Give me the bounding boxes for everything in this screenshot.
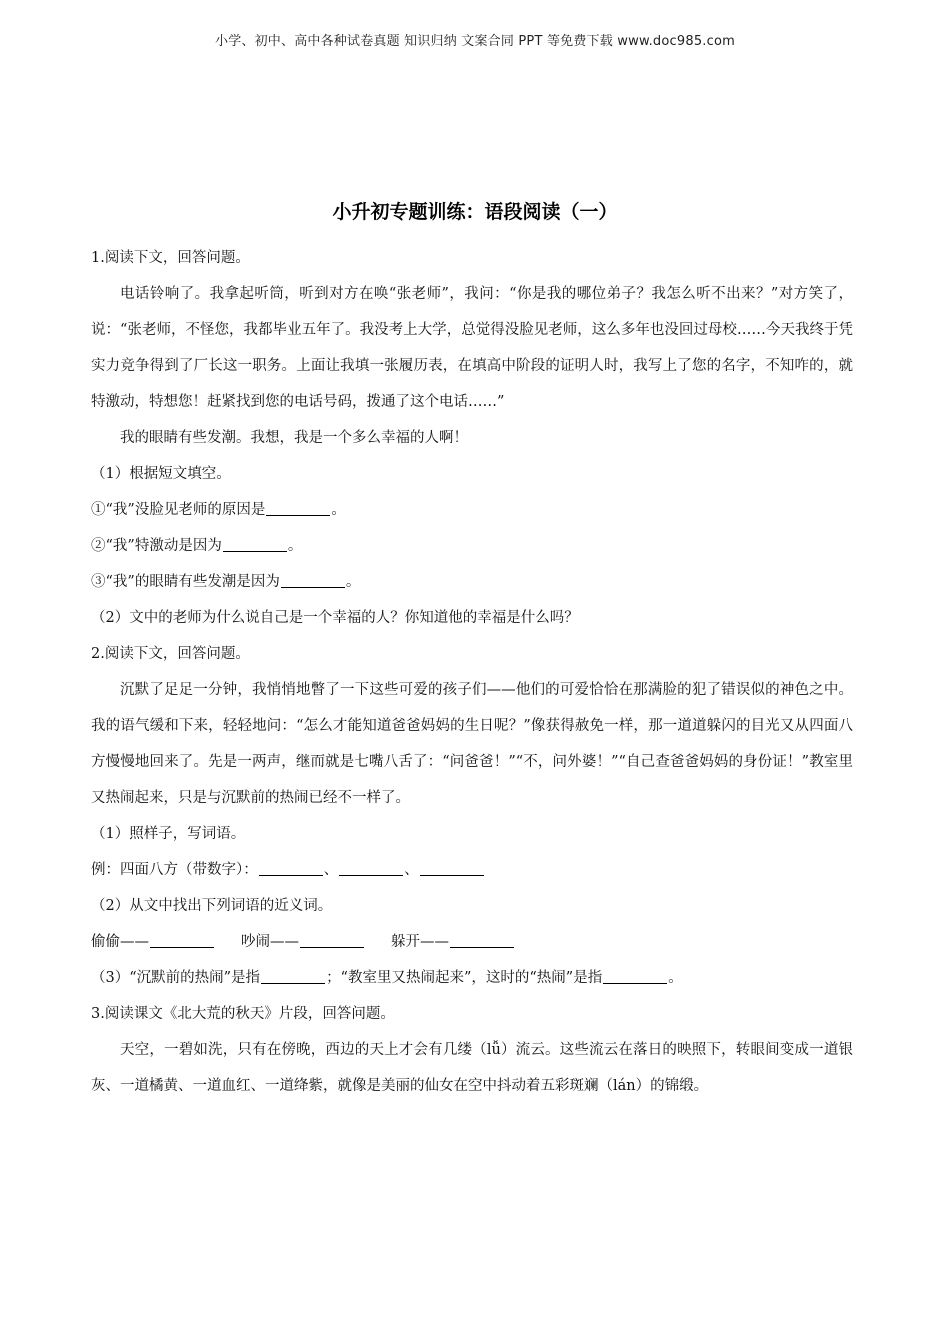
- q1-passage-2: 我的眼睛有些发潮。我想，我是一个多么幸福的人啊！: [120, 430, 468, 446]
- q2-passage: 沉默了足足一分钟，我悄悄地瞥了一下这些可爱的孩子们——他们的可爱恰恰在那满脸的犯了错误似的神色之中。我的语气缓和下来，轻轻地问：“怎么才能知道爸爸妈妈的生日呢？”像获得赦免一样，那一道道躲闪的目光又从四面八方慢慢地回来了。先是一两声，继而就是七嘴八舌了：“问爸爸！”“不，问外婆！”“自己查爸爸妈妈的身份证！”教室里又热闹起来，只是与沉默前的热闹已经不一样了。: [91, 682, 853, 806]
- q1-passage-1: 电话铃响了。我拿起听筒，听到对方在唤“张老师”，我问：“你是我的哪位弟子？我怎么听不出来？”对方笑了，说：“张老师，不怪您，我都毕业五年了。我没考上大学，总觉得没脸见老师，这么多年也没回过母校……今天我终于凭实力竞争得到了厂长这一职务。上面让我填一张履历表，在填高中阶段的证明人时，我写上了您的名字，不知咋的，就特激动，特想您！赶紧找到您的电话号码，拨通了这个电话……”: [91, 286, 853, 410]
- q1-sub1: （1）根据短文填空。: [91, 466, 231, 482]
- q1-fill2: ②“我”特激动是因为 。: [91, 528, 853, 564]
- q1-fill3: ③“我”的眼睛有些发潮是因为 。: [91, 564, 853, 600]
- q1-heading: 1.阅读下文，回答问题。: [91, 250, 250, 266]
- answer-blank[interactable]: [603, 968, 667, 984]
- q1-fill3-text: ③“我”的眼睛有些发潮是因为: [91, 574, 280, 590]
- answer-blank[interactable]: [339, 860, 403, 876]
- q2-sub1: （1）照样子，写词语。: [91, 826, 246, 842]
- document-body: [91, 240, 853, 1104]
- q1-fill1: ①“我”没脸见老师的原因是 。: [91, 492, 853, 528]
- q3-passage: 天空，一碧如洗，只有在傍晚，西边的天上才会有几缕（lǚ）流云。这些流云在落日的映照下，转眼间变成一道银灰、一道橘黄、一道血红、一道绛紫，就像是美丽的仙女在空中抖动着五彩斑斓（lán）的锦缎。: [91, 1042, 853, 1094]
- answer-blank[interactable]: [259, 860, 323, 876]
- answer-blank[interactable]: [266, 500, 330, 516]
- q1-fill2-text: ②“我”特激动是因为: [91, 538, 222, 554]
- q2-example-text: 例：四面八方（带数字）：: [91, 862, 258, 878]
- q2-example: 例：四面八方（带数字）： 、 、: [91, 852, 853, 888]
- q1-sub2: （2）文中的老师为什么说自己是一个幸福的人？你知道他的幸福是什么吗？: [91, 610, 579, 626]
- answer-blank[interactable]: [150, 932, 214, 948]
- answer-blank[interactable]: [261, 968, 325, 984]
- answer-blank[interactable]: [450, 932, 514, 948]
- answer-blank[interactable]: [281, 572, 345, 588]
- q1-fill1-text: ①“我”没脸见老师的原因是: [91, 502, 266, 518]
- answer-blank[interactable]: [223, 536, 287, 552]
- answer-blank[interactable]: [420, 860, 484, 876]
- q2-sub3: （3）“沉默前的热闹”是指 ；“教室里又热闹起来”，这时的“热闹”是指 。: [91, 960, 853, 996]
- page-title: 小升初专题训练：语段阅读（一）: [332, 201, 618, 223]
- q2-heading: 2.阅读下文，回答问题。: [91, 646, 250, 662]
- q2-sub2: （2）从文中找出下列词语的近义词。: [91, 898, 333, 914]
- page-header: 小学、初中、高中各种试卷真题 知识归纳 文案合同 PPT 等免费下载 www.doc985.com: [215, 34, 735, 49]
- q2-synonyms: 偷偷—— 吵闹—— 躲开——: [91, 924, 853, 960]
- answer-blank[interactable]: [300, 932, 364, 948]
- q3-heading: 3.阅读课文《北大荒的秋天》片段，回答问题。: [91, 1006, 395, 1022]
